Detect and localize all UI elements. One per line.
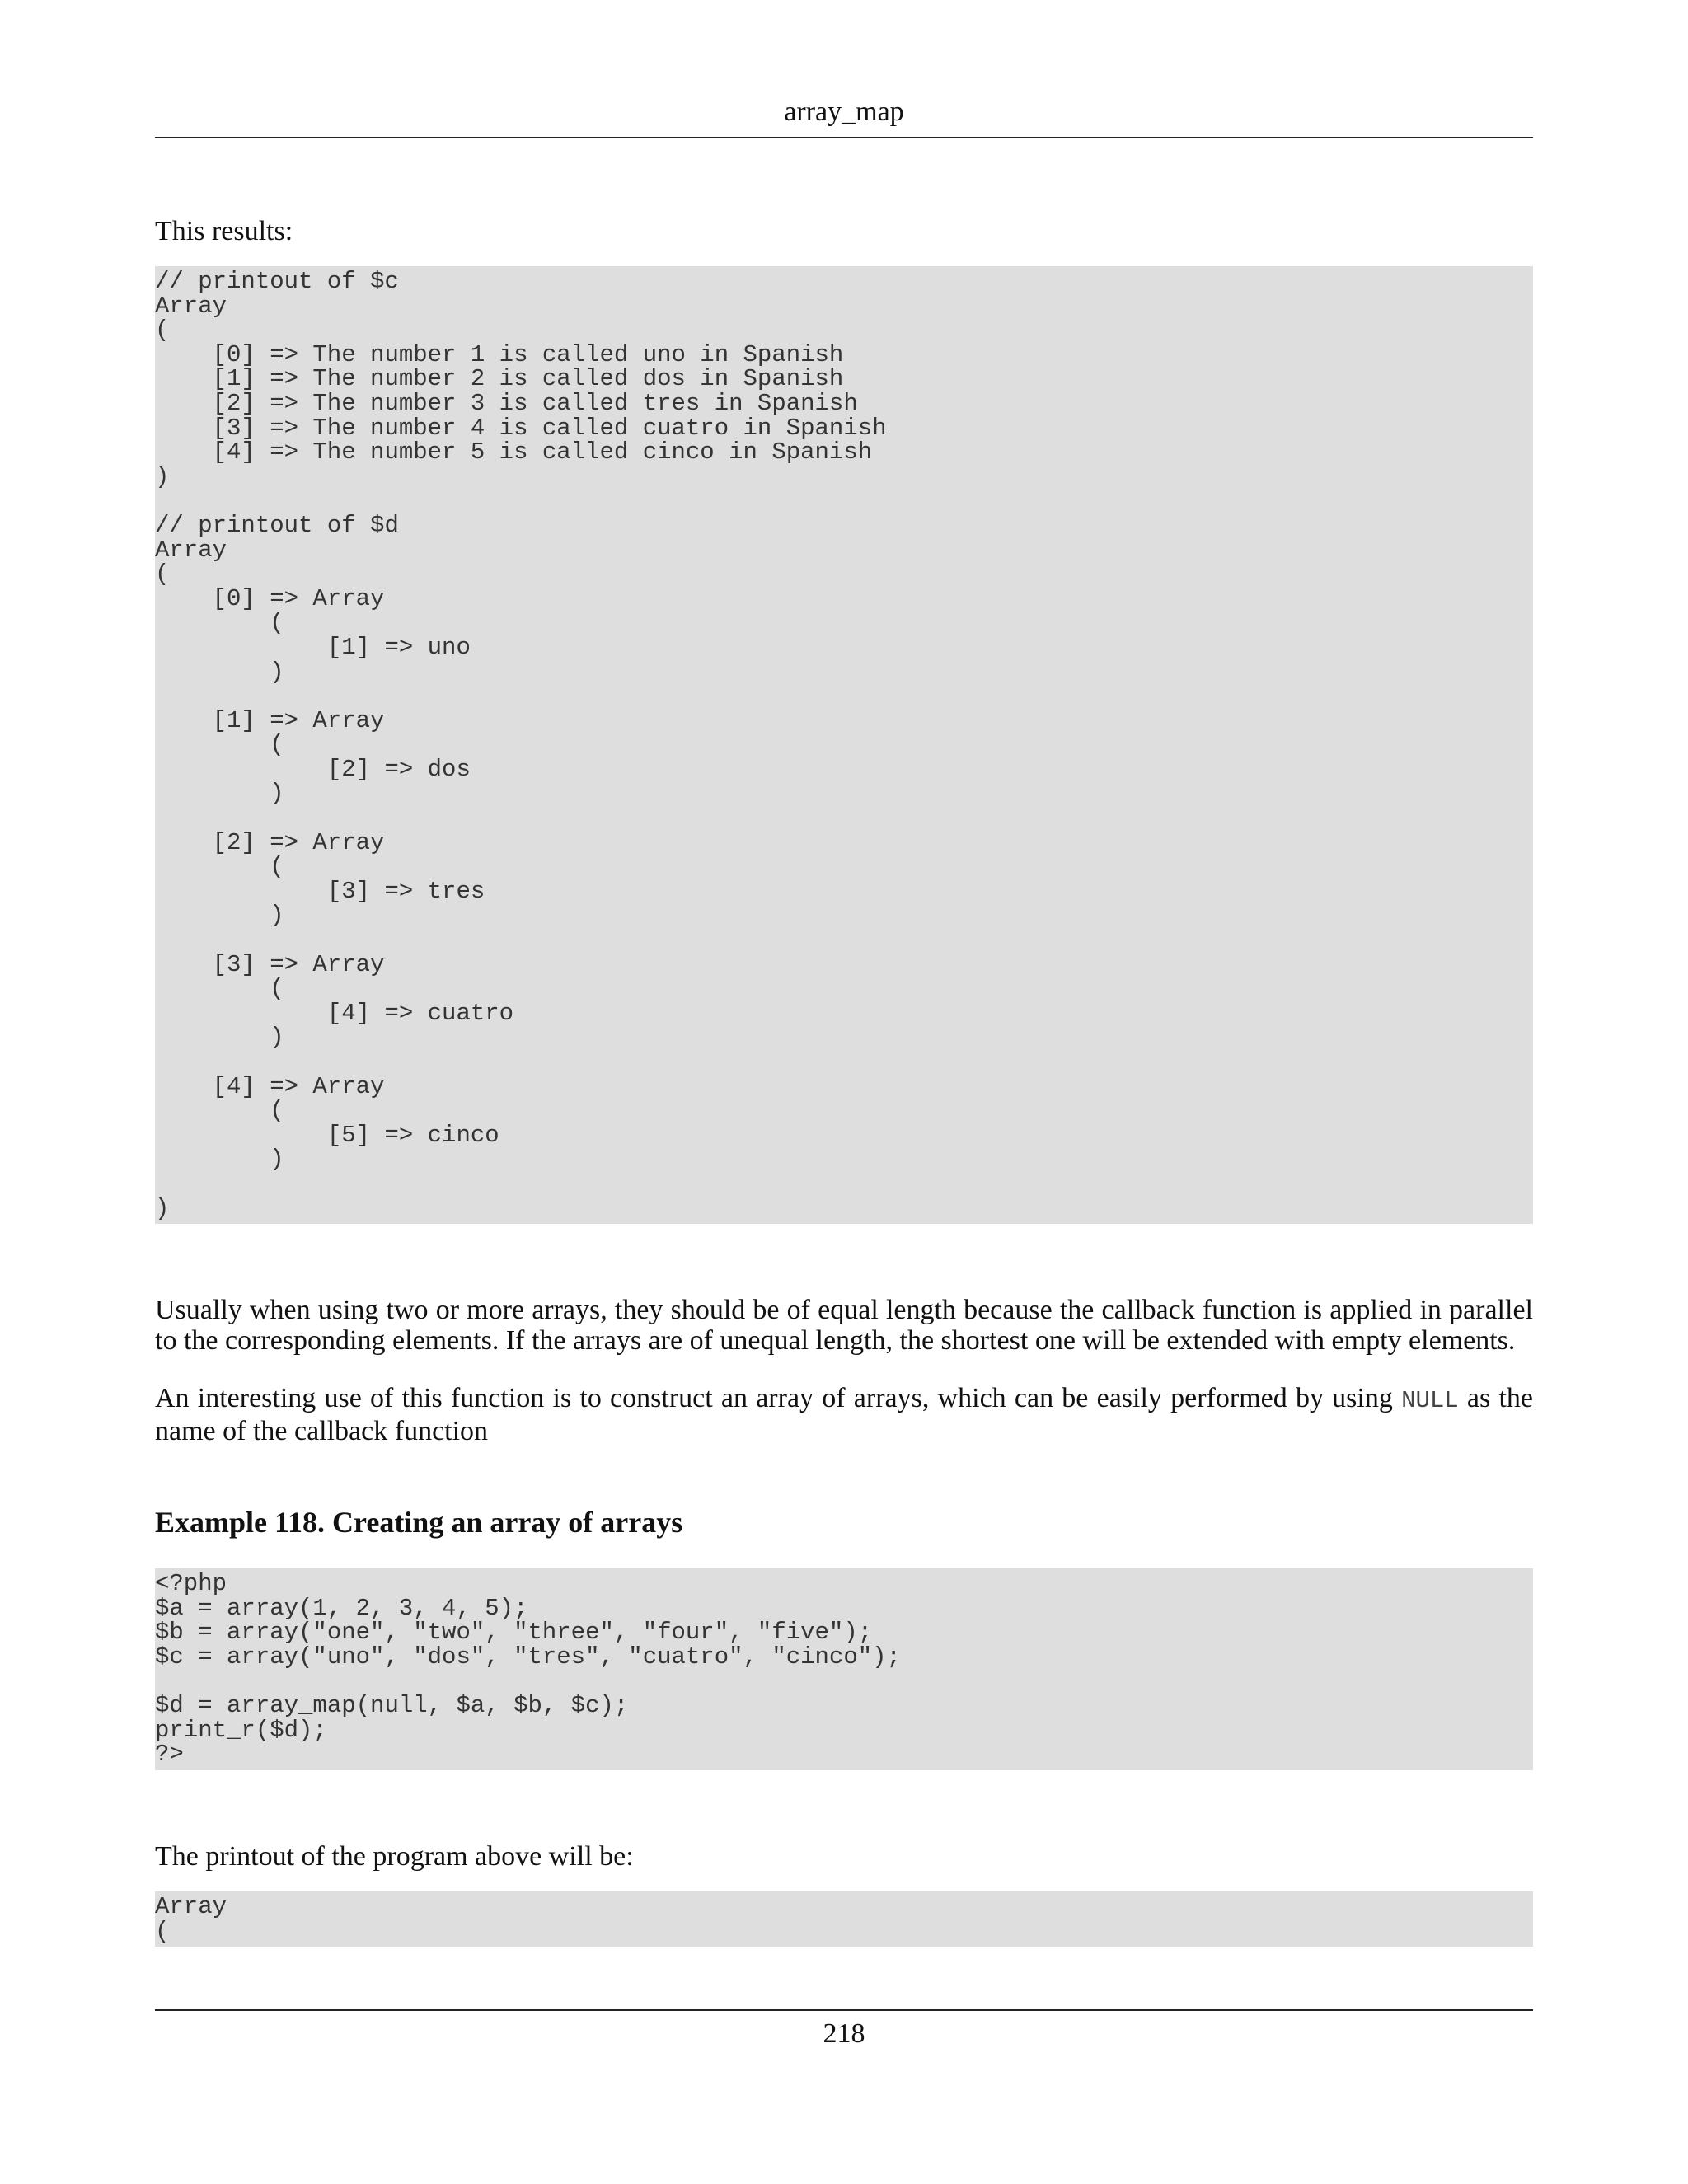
null-inline-code: NULL [1401,1387,1459,1415]
interesting-text-before: An interesting use of this function is to construct an array of arrays, which can be easily performed by using [155,1383,1402,1414]
page-header: array_map [784,96,904,127]
results-label: This results: [155,216,293,246]
printout-label: The printout of the program above will be: [155,1840,634,1872]
page-number: 218 [823,2018,865,2049]
example-code-block: <?php $a = array(1, 2, 3, 4, 5); $b = array("one", "two", "three", "four", "five"); $c = array("uno", "dos", "tres", "cuatro", "cinco"); $d = array_map(null, $a, $b, $c); print_r($d); ?> [155,1568,1533,1770]
header-rule [155,137,1533,138]
results-code-block: // printout of $c Array ( [0] => The number 1 is called uno in Spanish [1] => The number 2 is called dos in Spanish [2] => The number 3 is called tres in Spanish [3] => The number 4 is called cuatro in Spanish [4] => The number 5 is called cinco in Spanish ) // printout of $d Array ( [0] => Array ( [1] => uno ) [1] => Array ( [2] => dos ) [2] => Array ( [3] => tres ) [3] => Array ( [4] => cuatro ) [4] => Array ( [5] => cinco ) ) [155,266,1533,1224]
printout-code-block: Array ( [155,1891,1533,1947]
interesting-use-paragraph [155,1383,1533,1446]
interesting-text-after: as the name of the callback function [155,1383,1534,1447]
equal-length-paragraph: Usually when using two or more arrays, they should be of equal length because the callback function is applied in parallel to the corresponding elements. If the arrays are of unequal length, the shortest one will be extended with empty elements. [155,1295,1533,1357]
footer-rule [155,2009,1533,2011]
example-title: Example 118. Creating an array of arrays [155,1506,683,1540]
page-content [155,216,1533,1947]
